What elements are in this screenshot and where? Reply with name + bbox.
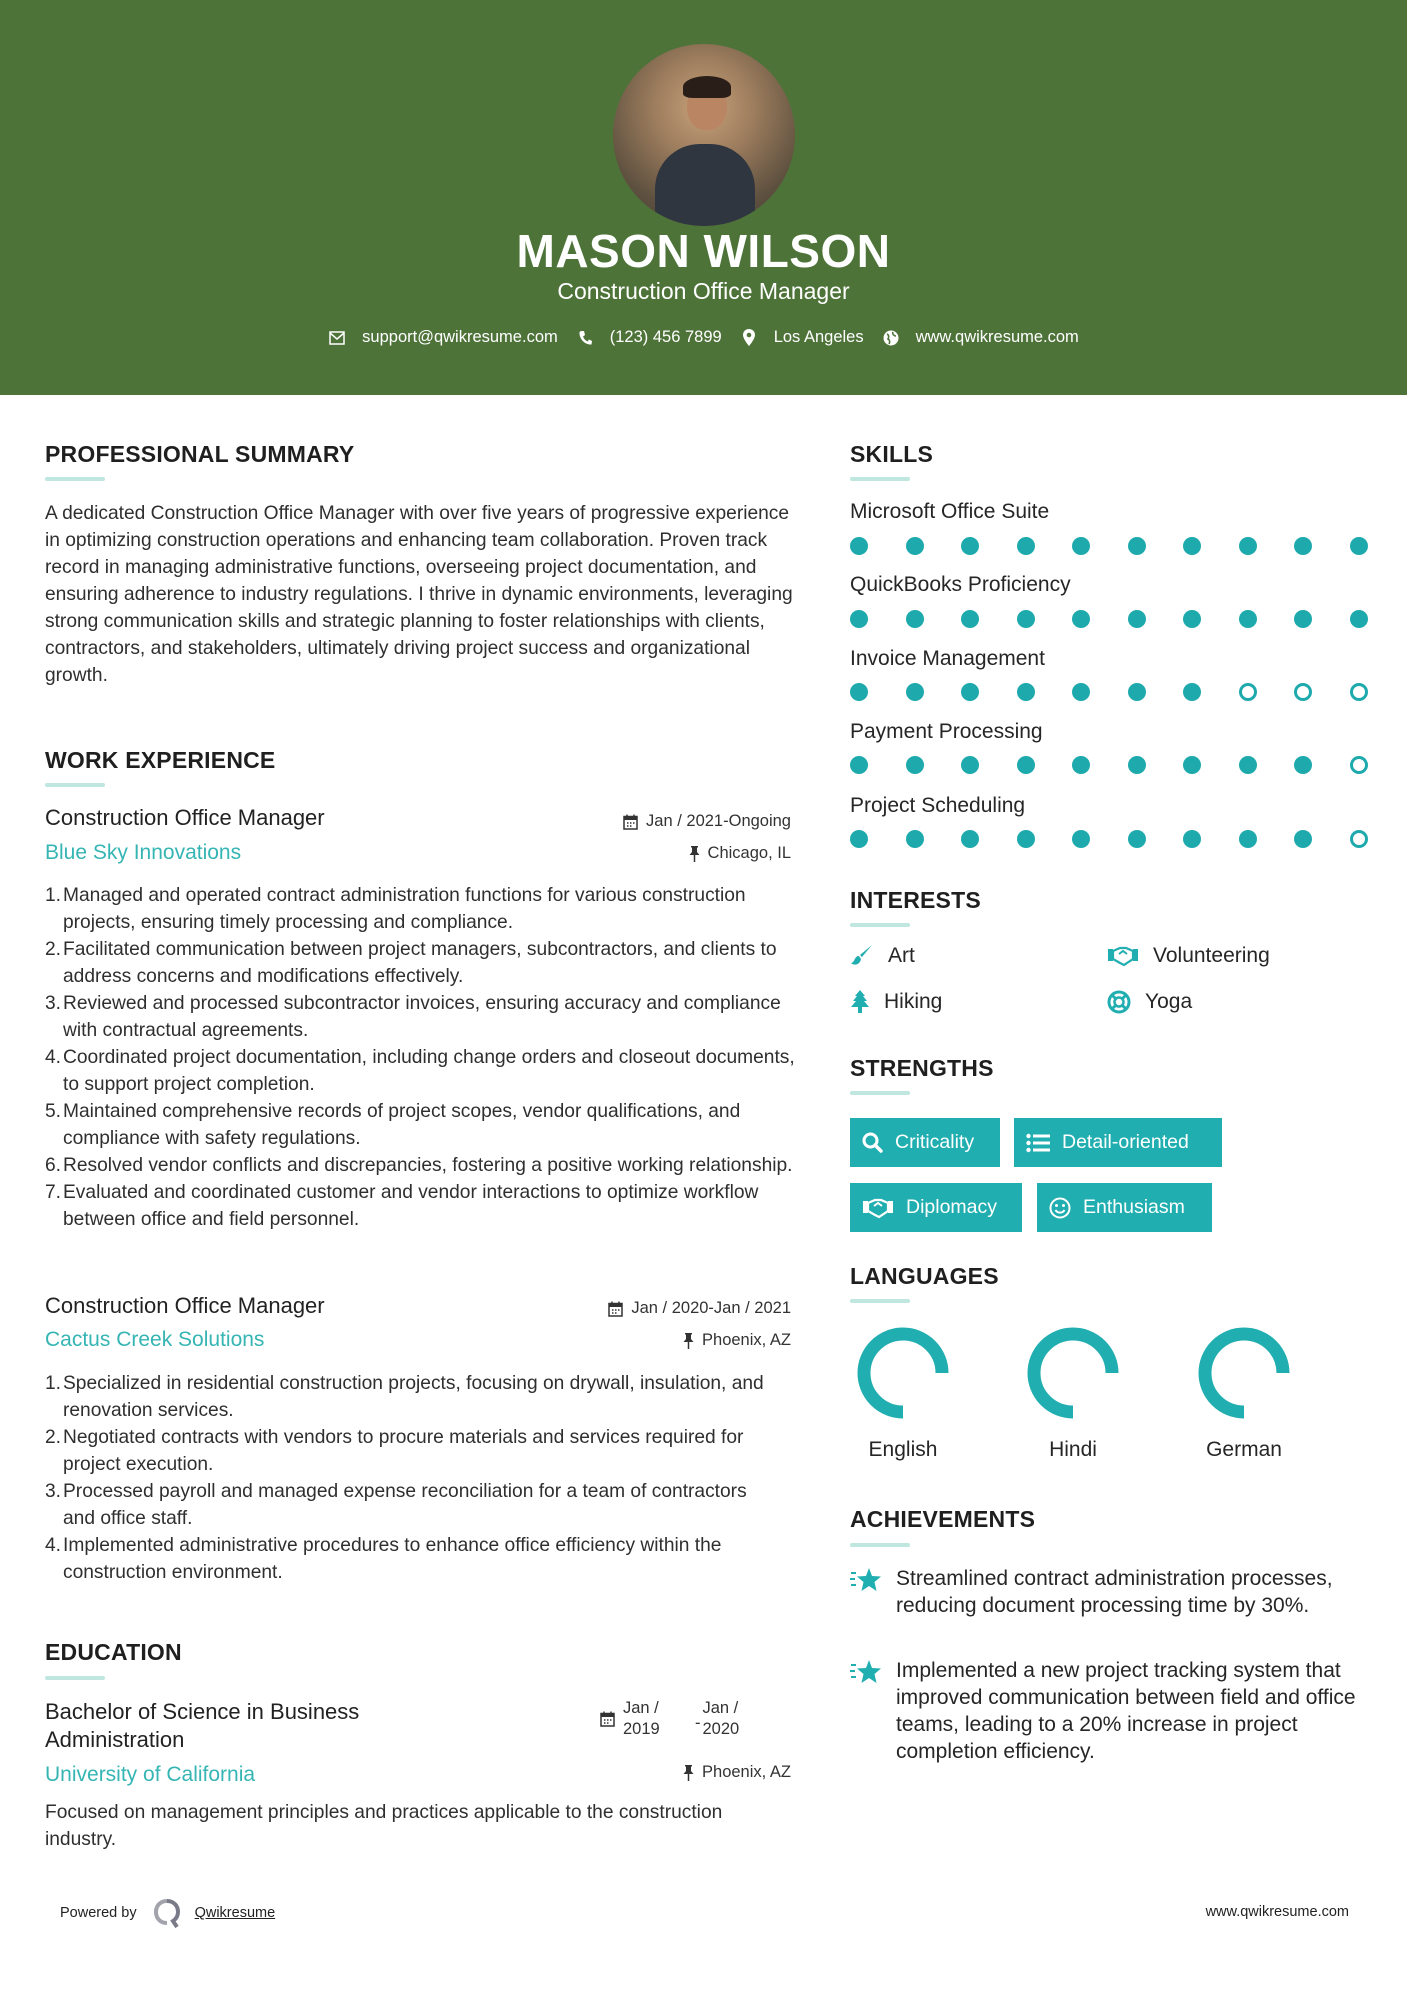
summary-text: A dedicated Construction Office Manager with over five years of progressive experience in optimizing construction operations and enhancing team collaboration. Proven track record in managing administrative functions, overseeing project documentation, and ensuring adherence to industry regulations. I thrive in dynamic environments, leveraging strong communication skills and strategic planning to foster relationships with clients, contractors, and stakeholders, ultimately driving project success and organizational growth. [45, 503, 793, 686]
rating-dot-filled [961, 610, 979, 628]
job-dates: Jan / 2020-Jan / 2021 [608, 1299, 791, 1318]
section-underline [850, 1543, 910, 1547]
language-item: Hindi [1013, 1326, 1133, 1462]
interest-item: Volunteering [1107, 944, 1270, 968]
rating-dot-filled [1183, 610, 1201, 628]
pushpin-icon [683, 1333, 694, 1349]
globe-icon [882, 329, 900, 347]
star-icon [850, 1659, 882, 1685]
achievement-item: Implemented a new project tracking system that improved communication between field and office teams, leading to a 20% increase in project completion efficiency. [850, 1657, 1370, 1765]
rating-dot-filled [1017, 537, 1035, 555]
skill-name: Microsoft Office Suite [850, 500, 1050, 523]
contact-website[interactable]: www.qwikresume.com [882, 328, 1079, 347]
handshake-icon [1107, 945, 1139, 967]
list-item: Facilitated communication between project managers, subcontractors, and clients to address concerns and modifications effectively. [63, 939, 777, 987]
rating-dot-filled [1350, 537, 1368, 555]
education-description: Focused on management principles and practices applicable to the construction industry. [45, 1802, 723, 1850]
section-heading-summary: PROFESSIONAL SUMMARY [45, 441, 355, 467]
rating-dot-filled [1072, 830, 1090, 848]
resume-header [0, 0, 1407, 395]
phone-icon [576, 329, 594, 347]
job-dates: Jan / 2021-Ongoing [623, 812, 791, 831]
section-underline [45, 477, 105, 481]
calendar-icon [600, 1711, 615, 1727]
candidate-title: Construction Office Manager [557, 278, 850, 304]
map-marker-icon [740, 329, 758, 347]
rating-dot-filled [850, 610, 868, 628]
list-item: Negotiated contracts with vendors to procure materials and services required for project execution. [63, 1427, 744, 1475]
search-icon [862, 1132, 883, 1153]
strength-chip: Enthusiasm [1037, 1183, 1212, 1232]
section-heading-languages: LANGUAGES [850, 1263, 999, 1289]
rating-dot-filled [1128, 537, 1146, 555]
skill-name: Invoice Management [850, 647, 1045, 670]
pushpin-icon [683, 1765, 694, 1781]
contact-bar [0, 328, 1407, 347]
rating-dot-filled [1017, 756, 1035, 774]
rating-dot-filled [1017, 830, 1035, 848]
rating-dot-filled [1128, 830, 1146, 848]
rating-dot-empty [1239, 683, 1257, 701]
rating-dot-filled [1350, 610, 1368, 628]
school-name: University of California [45, 1763, 256, 1786]
rating-dot-empty [1350, 683, 1368, 701]
section-heading-interests: INTERESTS [850, 887, 981, 913]
section-heading-education: EDUCATION [45, 1639, 182, 1665]
contact-phone[interactable]: (123) 456 7899 [576, 328, 722, 347]
rating-dot-filled [1239, 830, 1257, 848]
rating-dot-filled [906, 683, 924, 701]
language-item: German [1184, 1326, 1304, 1462]
skill-name: QuickBooks Proficiency [850, 573, 1071, 596]
skill-name: Payment Processing [850, 720, 1043, 743]
achievement-item: Streamlined contract administration processes, reducing document processing time by 30%. [850, 1565, 1370, 1619]
rating-dot-filled [961, 830, 979, 848]
rating-dot-filled [906, 610, 924, 628]
rating-dot-filled [1017, 610, 1035, 628]
job-bullets [45, 1370, 765, 1586]
candidate-name: MASON WILSON [516, 225, 891, 277]
company-name: Cactus Creek Solutions [45, 1328, 265, 1351]
calendar-icon [623, 814, 638, 830]
lifebuoy-icon [1107, 990, 1131, 1014]
rating-dot-filled [1294, 537, 1312, 555]
rating-dot-filled [1239, 756, 1257, 774]
rating-dot-filled [1294, 610, 1312, 628]
company-name: Blue Sky Innovations [45, 841, 242, 864]
section-heading-achievements: ACHIEVEMENTS [850, 1506, 1036, 1532]
rating-dot-filled [1239, 537, 1257, 555]
rating-dot-filled [1128, 756, 1146, 774]
contact-email[interactable]: support@qwikresume.com [328, 328, 558, 347]
contact-location: Los Angeles [740, 328, 864, 347]
language-progress-ring [1197, 1326, 1291, 1420]
rating-dot-filled [1294, 830, 1312, 848]
list-item: Implemented administrative procedures to enhance office efficiency within the construction environment. [63, 1535, 722, 1583]
rating-dot-filled [906, 756, 924, 774]
skill-rating [850, 610, 1405, 628]
smile-icon [1049, 1197, 1071, 1219]
strength-chip: Criticality [850, 1118, 1000, 1167]
qwikresume-link[interactable]: Qwikresume [194, 1905, 276, 1921]
section-heading-strengths: STRENGTHS [850, 1055, 994, 1081]
footer-powered-by: Powered by Qwikresume [60, 1898, 275, 1928]
rating-dot-empty [1350, 756, 1368, 774]
rating-dot-filled [1183, 683, 1201, 701]
strength-chip: Diplomacy [850, 1183, 1022, 1232]
rating-dot-filled [1128, 683, 1146, 701]
rating-dot-filled [1072, 683, 1090, 701]
list-item: Processed payroll and managed expense reconciliation for a team of contractors and office staff. [63, 1481, 747, 1529]
job-location: Phoenix, AZ [683, 1331, 791, 1350]
list-item: Maintained comprehensive records of project scopes, vendor qualifications, and compliance with safety regulations. [63, 1101, 741, 1149]
interest-item: Yoga [1107, 990, 1192, 1014]
pushpin-icon [689, 846, 700, 862]
list-icon [1026, 1133, 1050, 1153]
strength-chip: Detail-oriented [1014, 1118, 1222, 1167]
education-dates: Jan / 2019 - Jan / 2020 [600, 1698, 739, 1740]
profile-photo [613, 44, 795, 226]
rating-dot-filled [1128, 610, 1146, 628]
interest-item: Art [850, 944, 915, 968]
envelope-icon [328, 329, 346, 347]
calendar-icon [608, 1301, 623, 1317]
list-item: Managed and operated contract administration functions for various construction projects, ensuring timely processing and compliance. [63, 885, 746, 933]
job-bullets [45, 882, 795, 1233]
section-underline [850, 477, 910, 481]
skill-rating [850, 756, 1405, 774]
rating-dot-filled [961, 537, 979, 555]
job-location: Chicago, IL [689, 844, 791, 863]
rating-dot-filled [1072, 537, 1090, 555]
rating-dot-filled [850, 830, 868, 848]
section-underline [45, 1676, 105, 1680]
rating-dot-filled [1183, 756, 1201, 774]
rating-dot-filled [1294, 756, 1312, 774]
section-underline [850, 1299, 910, 1303]
rating-dot-filled [906, 830, 924, 848]
star-icon [850, 1567, 882, 1593]
skill-name: Project Scheduling [850, 794, 1026, 817]
section-underline [850, 1091, 910, 1095]
footer-website-link[interactable]: www.qwikresume.com [1205, 1904, 1349, 1920]
qwikresume-logo-icon [153, 1898, 181, 1928]
section-heading-experience: WORK EXPERIENCE [45, 747, 276, 773]
rating-dot-filled [1072, 756, 1090, 774]
list-item: Evaluated and coordinated customer and vendor interactions to optimize workflow between office and field personnel. [63, 1182, 759, 1230]
tree-icon [850, 990, 870, 1014]
section-underline [45, 783, 105, 787]
rating-dot-filled [850, 756, 868, 774]
section-underline [850, 923, 910, 927]
degree-title: Bachelor of Science in Business Administration [45, 1699, 360, 1752]
language-progress-ring [1026, 1326, 1120, 1420]
education-location: Phoenix, AZ [683, 1763, 791, 1782]
list-item: Resolved vendor conflicts and discrepancies, fostering a positive working relationship. [63, 1155, 793, 1176]
skill-rating [850, 537, 1405, 555]
rating-dot-filled [1072, 610, 1090, 628]
rating-dot-filled [1183, 537, 1201, 555]
skill-rating [850, 683, 1405, 701]
handshake-icon [862, 1197, 894, 1219]
language-item: English [843, 1326, 963, 1462]
job-title: Construction Office Manager [45, 1293, 325, 1318]
skill-rating [850, 830, 1405, 848]
list-item: Reviewed and processed subcontractor invoices, ensuring accuracy and compliance with contractual agreements. [63, 993, 781, 1041]
rating-dot-filled [850, 683, 868, 701]
list-item: Specialized in residential construction projects, focusing on drywall, insulation, and renovation services. [63, 1373, 764, 1421]
rating-dot-empty [1294, 683, 1312, 701]
section-heading-skills: SKILLS [850, 441, 933, 467]
rating-dot-filled [1239, 610, 1257, 628]
rating-dot-filled [961, 756, 979, 774]
rating-dot-filled [1183, 830, 1201, 848]
job-title: Construction Office Manager [45, 805, 325, 830]
list-item: Coordinated project documentation, including change orders and closeout documents, to support project completion. [63, 1047, 795, 1095]
rating-dot-empty [1350, 830, 1368, 848]
rating-dot-filled [850, 537, 868, 555]
language-progress-ring [856, 1326, 950, 1420]
interest-item: Hiking [850, 990, 942, 1014]
paintbrush-icon [850, 944, 874, 968]
rating-dot-filled [906, 537, 924, 555]
rating-dot-filled [961, 683, 979, 701]
rating-dot-filled [1017, 683, 1035, 701]
